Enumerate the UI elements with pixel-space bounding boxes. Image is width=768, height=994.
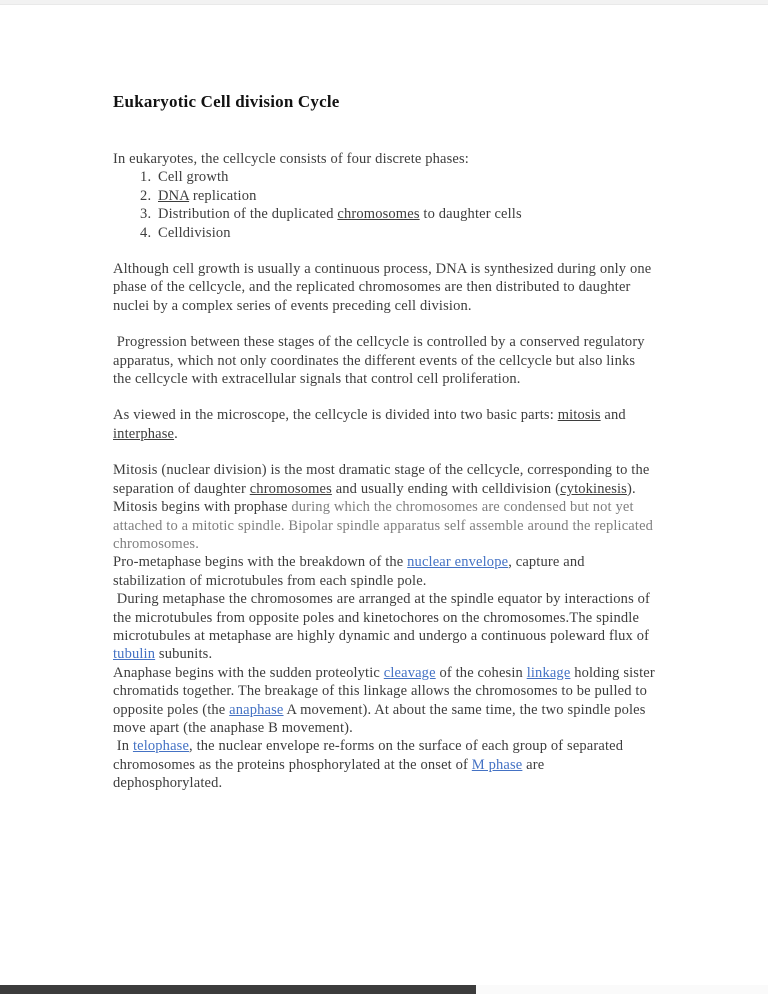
phase-list-item: [155, 224, 657, 242]
text-segment: As viewed in the microscope, the cellcycle is divided into two basic parts:: [113, 407, 558, 424]
phase-list-item: [155, 187, 657, 205]
text-segment: of the cohesin: [435, 664, 527, 681]
intro-paragraph: In eukaryotes, the cellcycle consists of four discrete phases:: [113, 151, 469, 167]
text-segment: A movement). At about the same time, the two spindle poles move apart (the anaphase B movement).: [113, 701, 646, 736]
paragraph: [113, 406, 657, 443]
page-top-border: [0, 0, 768, 5]
text-segment: holding sister chromatids together. The breakage of this linkage allows the chromosomes to be pulled to opposite poles (the: [113, 664, 655, 718]
paragraph: [113, 260, 657, 315]
phase-list-item: [155, 168, 657, 186]
term-link[interactable]: M phase: [471, 756, 523, 773]
text-segment: .: [174, 425, 178, 442]
underlined-term[interactable]: chromosomes: [249, 480, 332, 497]
paragraph: [113, 664, 657, 738]
term-link[interactable]: tubulin: [113, 646, 156, 663]
document-paragraphs: [113, 260, 657, 793]
text-segment: , the nuclear envelope re-forms on the surface of each group of separated chromosomes as the proteins phosphorylated at the onset of: [113, 738, 624, 773]
text-segment: Celldivision: [158, 224, 231, 241]
text-segment: Mitosis begins with prophase: [113, 499, 292, 516]
text-segment: During metaphase the chromosomes are arranged at the spindle equator by interactions of the microtubules from opposite poles and kinetochores on the chromosomes.The spindle microtubules at metaphase are highly dynamic and undergo a continuous poleward flux of: [113, 591, 651, 644]
text-segment: Although cell growth is usually a continuous process, DNA is synthesized during only one phase of the cellcycle, and the replicated chromosomes are then distributed to daughter nuclei by a complex series of events preceding cell division.: [113, 261, 652, 314]
text-segment: and usually ending with celldivision (: [331, 480, 561, 497]
underlined-term[interactable]: mitosis: [557, 407, 601, 424]
term-link[interactable]: anaphase: [229, 701, 284, 718]
text-segment: are dephosphorylated.: [113, 756, 545, 792]
text-segment: Anaphase begins with the sudden proteolytic: [113, 664, 384, 681]
phases-list: [113, 168, 657, 242]
phase-list-item: [155, 205, 657, 223]
underlined-term[interactable]: DNA: [158, 187, 190, 204]
term-link[interactable]: nuclear envelope: [407, 554, 509, 571]
document-content: [113, 91, 657, 793]
paragraph: [113, 553, 657, 590]
term-link[interactable]: cleavage: [383, 664, 436, 681]
text-segment: Distribution of the duplicated: [158, 206, 338, 223]
progress-track[interactable]: [0, 985, 768, 994]
text-segment: and: [600, 407, 626, 424]
text-segment: to daughter cells: [419, 206, 522, 223]
term-link[interactable]: telophase: [132, 738, 190, 755]
text-segment: Mitosis (nuclear division) is the most dramatic stage of the cellcycle, corresponding to the separation of daughter: [113, 462, 650, 497]
text-segment: subunits.: [155, 646, 213, 663]
text-segment: , capture and stabilization of microtubules from each spindle pole.: [113, 554, 585, 589]
text-segment: In: [113, 738, 133, 755]
underlined-term[interactable]: interphase: [113, 425, 175, 442]
underlined-term[interactable]: cytokinesis: [560, 480, 627, 497]
text-segment: Pro-metaphase begins with the breakdown of the: [113, 554, 408, 571]
paragraph: [113, 737, 657, 792]
paragraph: [113, 333, 657, 388]
text-segment: Progression between these stages of the cellcycle is controlled by a conserved regulatory apparatus, which not only coordinates the different events of the cellcycle but also links the cellcycle with extracellular signals that control cell proliferation.: [113, 334, 645, 388]
text-segment: replication: [189, 187, 257, 204]
text-segment: Cell growth: [158, 169, 229, 186]
paragraph: [113, 498, 657, 553]
text-segment: ).: [626, 480, 636, 497]
progress-bar-fill: [0, 985, 476, 994]
underlined-term[interactable]: chromosomes: [337, 206, 420, 223]
muted-text-segment: during which the chromosomes are condensed but not yet attached to a mitotic spindle. Bipolar spindle apparatus self assemble around the replicated chromosomes.: [113, 499, 654, 552]
paragraph: [113, 590, 657, 664]
document-title: Eukaryotic Cell division Cycle: [113, 92, 340, 111]
term-link[interactable]: linkage: [526, 664, 571, 681]
paragraph: [113, 461, 657, 498]
